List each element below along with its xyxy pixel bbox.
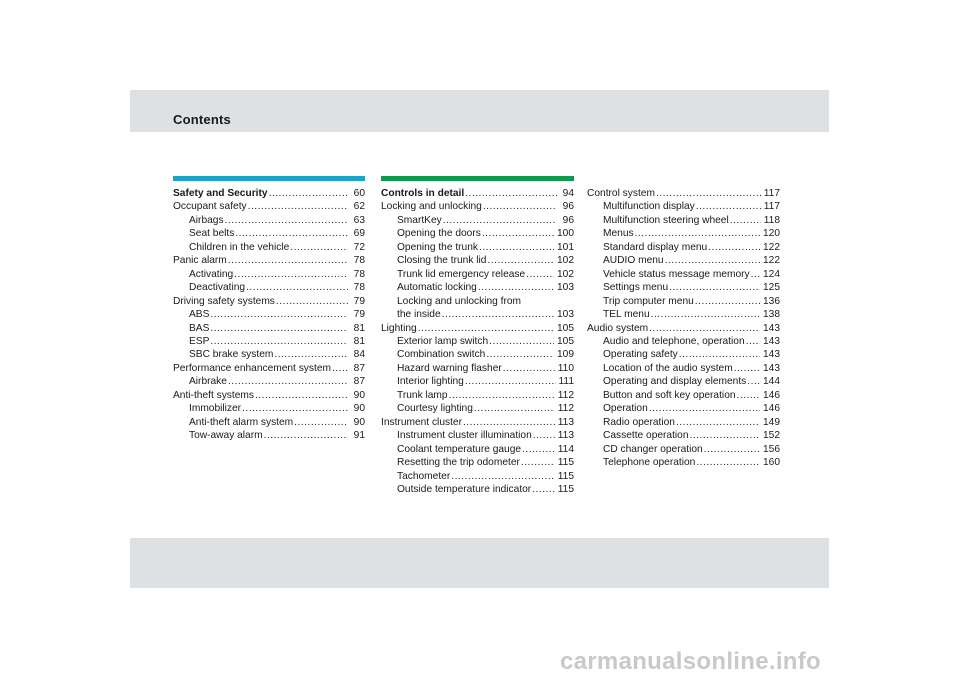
- dot-leader: [255, 389, 348, 402]
- toc-entry-title: AUDIO menu: [603, 255, 664, 267]
- toc-entry-page: 143: [763, 322, 780, 334]
- toc-entry-title: SmartKey: [397, 214, 442, 226]
- toc-entry[interactable]: [381, 308, 574, 321]
- toc-entry[interactable]: [587, 362, 780, 375]
- dot-leader: [483, 200, 557, 213]
- toc-entry-page: 113: [557, 430, 574, 442]
- toc-entry-title: Trip computer menu: [603, 295, 694, 307]
- toc-entry[interactable]: [173, 254, 365, 267]
- dot-leader: [332, 362, 348, 375]
- dot-leader: [747, 375, 760, 388]
- toc-entry-title: Panic alarm: [173, 255, 227, 267]
- dot-leader: [489, 335, 554, 348]
- toc-entry-title: Settings menu: [603, 282, 669, 294]
- toc-entry-page: 144: [763, 376, 780, 388]
- toc-entry-page: 122: [763, 255, 780, 267]
- toc-entry-page: 96: [562, 201, 574, 213]
- toc-entry[interactable]: [173, 227, 365, 240]
- toc-entry-title: Outside temperature indicator: [397, 483, 532, 495]
- toc-entry[interactable]: [381, 281, 574, 294]
- toc-entry[interactable]: [587, 389, 780, 402]
- dot-leader: [503, 362, 555, 375]
- toc-entry-title: CD changer operation: [603, 443, 703, 455]
- dot-leader: [234, 268, 348, 281]
- toc-entry-page: 79: [353, 295, 365, 307]
- dot-leader: [532, 483, 555, 496]
- toc-entry[interactable]: [587, 335, 780, 348]
- toc-entry[interactable]: [173, 308, 365, 321]
- toc-entry-page: 156: [763, 443, 780, 455]
- dot-leader: [746, 335, 760, 348]
- toc-entry-title: Anti-theft systems: [173, 389, 254, 401]
- dot-leader: [248, 200, 348, 213]
- dot-leader: [451, 470, 555, 483]
- toc-entry-page: 160: [763, 457, 780, 469]
- toc-entry[interactable]: [173, 335, 365, 348]
- dot-leader: [649, 322, 760, 335]
- toc-entry-title: Anti-theft alarm system: [189, 416, 294, 428]
- toc-entry-page: 62: [353, 201, 365, 213]
- toc-entry-title: Performance enhancement system: [173, 362, 331, 374]
- toc-entry-title: Tachometer: [397, 470, 451, 482]
- section-color-bar: [173, 176, 365, 181]
- watermark: carmanualsonline.info: [560, 648, 822, 675]
- toc-entry-page: 117: [763, 201, 780, 213]
- dot-leader: [533, 429, 555, 442]
- dot-leader: [690, 429, 760, 442]
- toc-entry-page: 94: [562, 188, 574, 199]
- toc-entry-title: Immobilizer: [189, 403, 242, 415]
- dot-leader: [656, 187, 761, 200]
- toc-entry-title: Vehicle status message memory: [603, 268, 750, 280]
- toc-entry-page: 69: [353, 228, 365, 240]
- toc-entry-page: 125: [763, 282, 780, 294]
- toc-entry-page: 102: [557, 268, 574, 280]
- toc-entry[interactable]: [587, 429, 780, 442]
- toc-entry-title: Opening the trunk: [397, 241, 478, 253]
- toc-entry-title: Occupant safety: [173, 201, 247, 213]
- toc-entry[interactable]: [173, 429, 365, 442]
- toc-entry[interactable]: [587, 214, 780, 227]
- toc-entry-title: Children in the vehicle: [189, 241, 290, 253]
- toc-entry[interactable]: [381, 268, 574, 281]
- toc-entry[interactable]: [587, 322, 780, 335]
- page-title: Contents: [173, 112, 231, 127]
- header-band: [130, 90, 829, 132]
- toc-entry[interactable]: [173, 362, 365, 375]
- toc-entry[interactable]: [173, 268, 365, 281]
- toc-entry-page: 115: [557, 470, 574, 482]
- toc-entry[interactable]: [381, 241, 574, 254]
- dot-leader: [210, 335, 348, 348]
- toc-entry[interactable]: [587, 200, 780, 213]
- toc-entry-page: 90: [353, 389, 365, 401]
- toc-entry-page: 90: [353, 416, 365, 428]
- toc-entry[interactable]: [587, 281, 780, 294]
- toc-entry-page: 90: [353, 403, 365, 415]
- toc-entry-title: Coolant temperature gauge: [397, 443, 522, 455]
- toc-entry[interactable]: [381, 295, 574, 308]
- toc-entry[interactable]: [381, 389, 574, 402]
- section-color-bar: [381, 176, 574, 181]
- dot-leader: [708, 241, 760, 254]
- dot-leader: [225, 214, 348, 227]
- toc-entry[interactable]: [381, 483, 574, 496]
- toc-entry-page: 120: [763, 228, 780, 240]
- toc-entry[interactable]: [381, 200, 574, 213]
- toc-entry-title: Menus: [603, 228, 634, 240]
- toc-entry-title: Audio system: [587, 322, 649, 334]
- dot-leader: [669, 281, 760, 294]
- dot-leader: [246, 281, 348, 294]
- toc-entry-title: Opening the doors: [397, 228, 481, 240]
- toc-entry[interactable]: [587, 187, 780, 200]
- toc-column-controls: [381, 176, 574, 496]
- toc-entry-title: Combination switch: [397, 349, 486, 361]
- toc-entry-title: Lighting: [381, 322, 417, 334]
- toc-entry-title: BAS: [189, 322, 210, 334]
- toc-entry-title: Tow-away alarm: [189, 430, 263, 442]
- toc-entry[interactable]: [173, 214, 365, 227]
- dot-leader: [242, 402, 348, 415]
- dot-leader: [521, 456, 555, 469]
- toc-entry[interactable]: [587, 268, 780, 281]
- dot-leader: [737, 389, 760, 402]
- toc-entry-title: Locking and unlocking from: [397, 295, 522, 307]
- dot-leader: [210, 308, 348, 321]
- toc-entry-title: ESP: [189, 335, 210, 347]
- toc-entry-title: Airbrake: [189, 376, 227, 388]
- toc-entry[interactable]: [587, 254, 780, 267]
- toc-entry[interactable]: [587, 295, 780, 308]
- toc-entry-title: Airbags: [189, 214, 224, 226]
- toc-entry-page: 112: [557, 389, 574, 401]
- toc-entry-page: 105: [557, 335, 574, 347]
- toc-entry-page: 138: [763, 309, 780, 321]
- toc-entry-page: 114: [557, 443, 574, 455]
- toc-entry[interactable]: [173, 375, 365, 388]
- toc-entry-page: 78: [353, 268, 365, 280]
- dot-leader: [228, 254, 348, 267]
- toc-entry[interactable]: [587, 416, 780, 429]
- toc-entry-page: 78: [353, 255, 365, 267]
- toc-entry-title: Automatic locking: [397, 282, 477, 294]
- toc-entry-title: Safety and Security: [173, 188, 268, 199]
- toc-entry-title: Instrument cluster: [381, 416, 462, 428]
- toc-entry[interactable]: [381, 416, 574, 429]
- toc-entry-title: Seat belts: [189, 228, 235, 240]
- toc-entry[interactable]: [381, 254, 574, 267]
- toc-entry-page: 81: [353, 322, 365, 334]
- toc-entry-page: 96: [562, 214, 574, 226]
- toc-entry[interactable]: [587, 227, 780, 240]
- dot-leader: [235, 227, 348, 240]
- dot-leader: [465, 375, 556, 388]
- toc-entry[interactable]: [173, 389, 365, 402]
- dot-leader: [294, 416, 348, 429]
- toc-entry-page: 113: [557, 416, 574, 428]
- dot-leader: [290, 241, 348, 254]
- dot-leader: [704, 443, 760, 456]
- toc-entry-title: Location of the audio system: [603, 362, 733, 374]
- toc-entry-title: Operating and display elements: [603, 376, 747, 388]
- toc-entry-page: 146: [763, 403, 780, 415]
- dot-leader: [276, 295, 348, 308]
- toc-entry-title: Closing the trunk lid: [397, 255, 487, 267]
- toc-entry[interactable]: [381, 402, 574, 415]
- toc-entry-page: 63: [353, 214, 365, 226]
- toc-entry[interactable]: [381, 429, 574, 442]
- dot-leader: [264, 429, 348, 442]
- toc-entry-title: Trunk lamp: [397, 389, 448, 401]
- toc-entry[interactable]: [173, 402, 365, 415]
- toc-entry-page: 110: [557, 362, 574, 374]
- toc-entry-title: Hazard warning flasher: [397, 362, 502, 374]
- toc-entry-page: 149: [763, 416, 780, 428]
- section-color-bar: [587, 176, 780, 181]
- toc-entry-page: 87: [353, 362, 365, 374]
- toc-entry[interactable]: [587, 348, 780, 361]
- toc-entry-title: Interior lighting: [397, 376, 464, 388]
- toc-entry-page: 109: [557, 349, 574, 361]
- dot-leader: [478, 281, 554, 294]
- toc-entry-page: 84: [353, 349, 365, 361]
- dot-leader: [228, 375, 348, 388]
- toc-entry-title: Courtesy lighting: [397, 403, 473, 415]
- toc-entry-title: Control system: [587, 188, 655, 199]
- footer-band: [130, 538, 829, 588]
- toc-entry-title: Radio operation: [603, 416, 675, 428]
- dot-leader: [487, 254, 554, 267]
- toc-entry-title: Locking and unlocking: [381, 201, 482, 213]
- toc-entry-page: 124: [763, 268, 780, 280]
- toc-entry[interactable]: [587, 375, 780, 388]
- toc-entry[interactable]: [173, 416, 365, 429]
- toc-entry-title: Standard display menu: [603, 241, 708, 253]
- toc-entry-page: 102: [557, 255, 574, 267]
- toc-entry-page: 115: [557, 457, 574, 469]
- toc-entry[interactable]: [381, 375, 574, 388]
- toc-entry-page: 136: [763, 295, 780, 307]
- dot-leader: [635, 227, 760, 240]
- toc-entry[interactable]: [173, 187, 365, 200]
- dot-leader: [696, 456, 760, 469]
- toc-entry-title: Button and soft key operation: [603, 389, 736, 401]
- toc-entry-page: 111: [558, 376, 574, 388]
- toc-entry-title: SBC brake system: [189, 349, 274, 361]
- dot-leader: [696, 200, 761, 213]
- toc-entry[interactable]: [381, 227, 574, 240]
- dot-leader: [522, 443, 555, 456]
- dot-leader: [734, 362, 760, 375]
- dot-leader: [443, 214, 557, 227]
- toc-entry-title: Resetting the trip odometer: [397, 457, 520, 469]
- toc-entry[interactable]: [381, 362, 574, 375]
- toc-entry-page: 78: [353, 282, 365, 294]
- toc-entry-page: 91: [353, 430, 365, 442]
- toc-entry[interactable]: [173, 348, 365, 361]
- dot-leader: [418, 322, 554, 335]
- toc-entry-title: Cassette operation: [603, 430, 689, 442]
- toc-entry-page: 81: [353, 335, 365, 347]
- toc-entry-page: 60: [353, 188, 365, 199]
- toc-entry-title: ABS: [189, 309, 210, 321]
- dot-leader: [651, 308, 760, 321]
- toc-entry[interactable]: [587, 308, 780, 321]
- toc-entry[interactable]: [381, 348, 574, 361]
- toc-entry[interactable]: [173, 241, 365, 254]
- dot-leader: [482, 227, 554, 240]
- toc-entry-page: 103: [557, 282, 574, 294]
- toc-entry-page: 117: [763, 188, 780, 199]
- dot-leader: [274, 348, 348, 361]
- toc-entry-title: Deactivating: [189, 282, 246, 294]
- toc-entry[interactable]: [587, 402, 780, 415]
- toc-entry-page: 152: [763, 430, 780, 442]
- toc-column-safety: [173, 176, 365, 443]
- dot-leader: [210, 322, 348, 335]
- dot-leader: [676, 416, 760, 429]
- toc-entry-page: 87: [353, 376, 365, 388]
- toc-entry[interactable]: [587, 241, 780, 254]
- toc-entry-page: 143: [763, 335, 780, 347]
- toc-entry[interactable]: [587, 456, 780, 469]
- toc-entry-title: the inside: [397, 309, 441, 321]
- toc-entry-title: Telephone operation: [603, 457, 696, 469]
- toc-entry-page: 100: [557, 228, 574, 240]
- toc-entry-page: 143: [763, 362, 780, 374]
- toc-entry-title: Driving safety systems: [173, 295, 275, 307]
- toc-entry[interactable]: [173, 322, 365, 335]
- toc-entry-title: Operating safety: [603, 349, 678, 361]
- toc-entry-page: 103: [557, 309, 574, 321]
- toc-entry-page: 118: [763, 214, 780, 226]
- toc-entry-title: Multifunction display: [603, 201, 695, 213]
- toc-entry-page: 105: [557, 322, 574, 334]
- toc-column-control-system: [587, 176, 780, 470]
- toc-entry[interactable]: [587, 443, 780, 456]
- dot-leader: [679, 348, 760, 361]
- toc-entry-page: 146: [763, 389, 780, 401]
- toc-entry-page: 122: [763, 241, 780, 253]
- dot-leader: [474, 402, 555, 415]
- dot-leader: [442, 308, 554, 321]
- toc-entry-title: Operation: [603, 403, 648, 415]
- toc-entry[interactable]: [381, 187, 574, 200]
- dot-leader: [526, 268, 554, 281]
- dot-leader: [465, 187, 557, 200]
- toc-entry[interactable]: [173, 295, 365, 308]
- toc-entry[interactable]: [381, 443, 574, 456]
- dot-leader: [649, 402, 760, 415]
- toc-entry[interactable]: [173, 200, 365, 213]
- dot-leader: [269, 187, 348, 200]
- toc-entry-title: Exterior lamp switch: [397, 335, 489, 347]
- toc-entry[interactable]: [381, 322, 574, 335]
- toc-entry-title: Multifunction steering wheel: [603, 214, 729, 226]
- toc-entry[interactable]: [173, 281, 365, 294]
- toc-entry[interactable]: [381, 335, 574, 348]
- toc-entry-page: 72: [353, 241, 365, 253]
- dot-leader: [730, 214, 761, 227]
- toc-entry[interactable]: [381, 470, 574, 483]
- toc-entry-page: 79: [353, 309, 365, 321]
- toc-entry-page: 101: [557, 241, 574, 253]
- toc-entry-page: 143: [763, 349, 780, 361]
- dot-leader: [449, 389, 555, 402]
- toc-entry-page: 115: [557, 483, 574, 495]
- toc-entry-title: Audio and telephone, operation: [603, 335, 745, 347]
- toc-entry-title: TEL menu: [603, 309, 650, 321]
- dot-leader: [751, 268, 760, 281]
- toc-entry-page: 112: [557, 403, 574, 415]
- toc-entry[interactable]: [381, 456, 574, 469]
- toc-entry-title: Trunk lid emergency release: [397, 268, 526, 280]
- toc-entry[interactable]: [381, 214, 574, 227]
- dot-leader: [695, 295, 760, 308]
- dot-leader: [486, 348, 554, 361]
- dot-leader: [665, 254, 760, 267]
- toc-entry-title: Instrument cluster illumination: [397, 430, 532, 442]
- toc-entry-title: Activating: [189, 268, 234, 280]
- toc-entry-title: Controls in detail: [381, 188, 465, 199]
- dot-leader: [479, 241, 554, 254]
- dot-leader: [463, 416, 555, 429]
